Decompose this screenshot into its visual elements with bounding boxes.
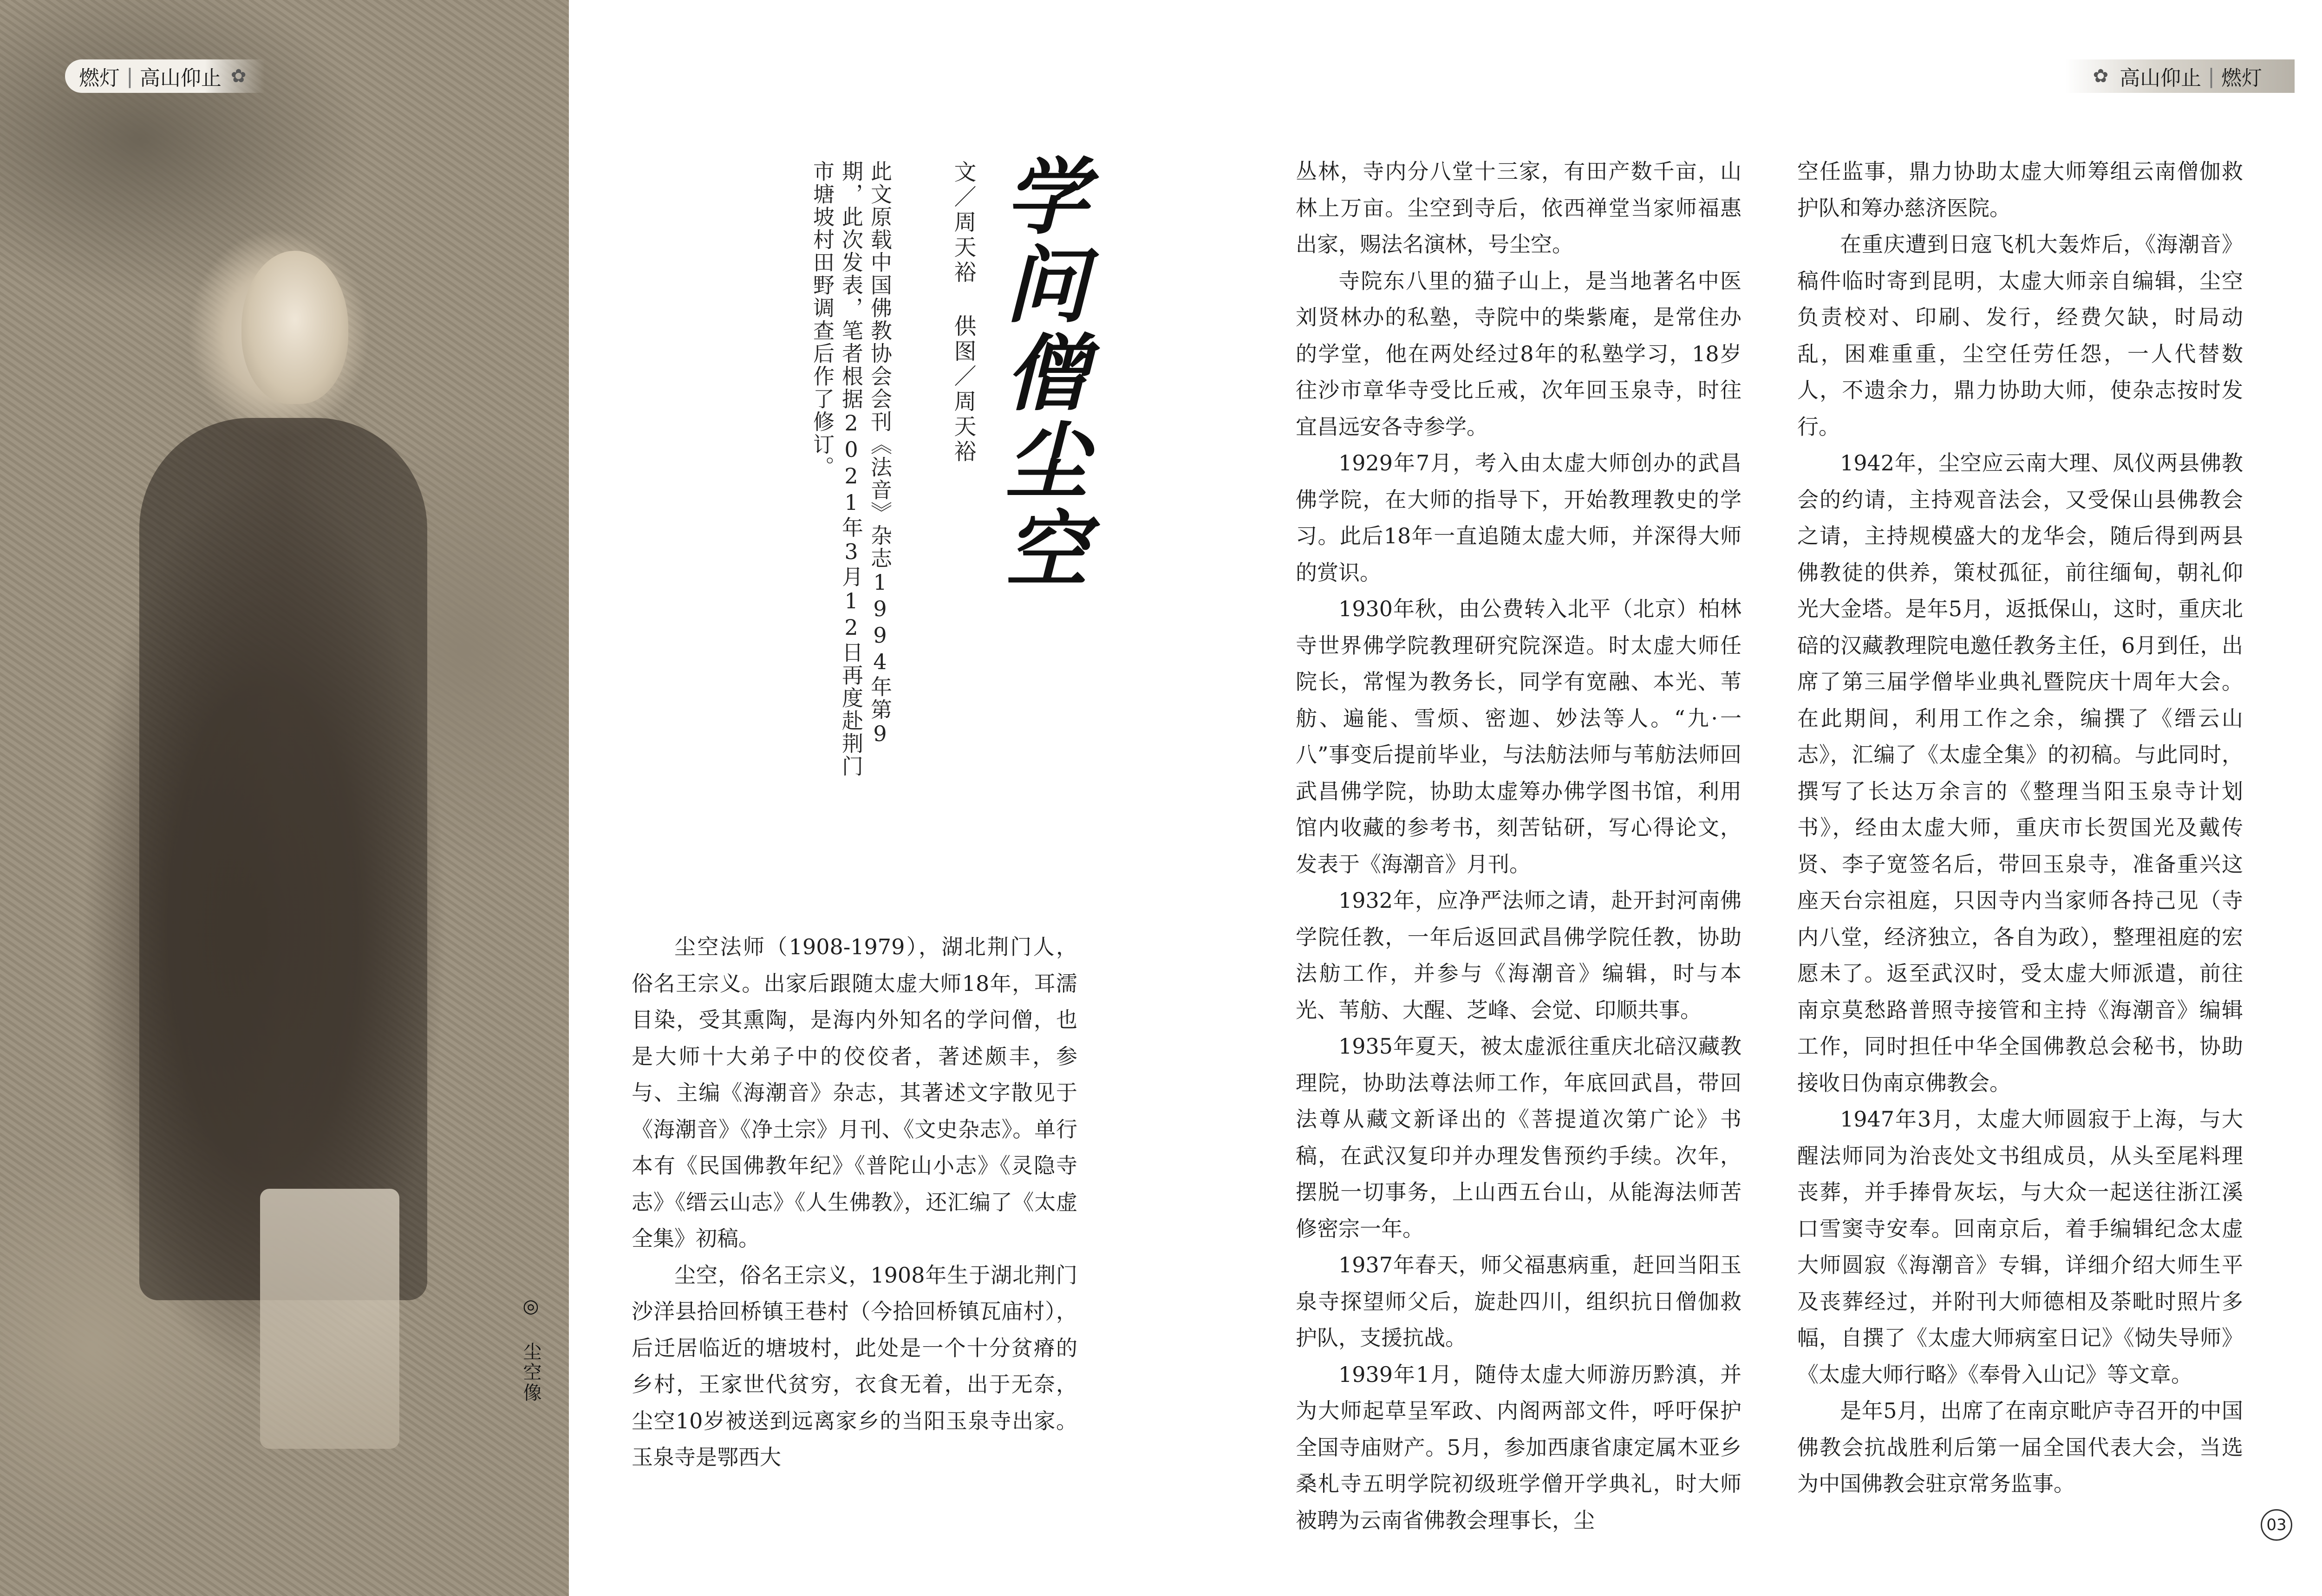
paragraph: 1935年夏天，被太虚派往重庆北碚汉藏教理院，协助法尊法师工作，年底回武昌，带回法尊从藏文新译出的《菩提道次第广论》书稿，在武汉复印并办理发售预约手续。次年，摆脱一切事务，上山西五台山，从能海法师苦修密宗一年。	[1296, 1034, 1742, 1241]
section-tag-left	[65, 59, 265, 93]
tag-left-part2: 高山仰止	[139, 66, 222, 90]
tag-separator: |	[2208, 64, 2215, 88]
paragraph: 丛林，寺内分八堂十三家，有田产数千亩，山林上万亩。尘空到寺后，依西禅堂当家师福惠出家，赐法名演林，号尘空。	[1296, 159, 1742, 257]
bird-ornament-icon: ✿	[2093, 65, 2109, 87]
paragraph: 寺院东八里的猫子山上，是当地著名中医刘贤林办的私塾，寺院中的柴紫庵，是常住办的学堂，他在两处经过8年的私塾学习，18岁往沙市章华寺受比丘戒，次年回玉泉寺，时往宜昌远安各寺参学。	[1296, 268, 1742, 439]
paragraph: 1930年秋，由公费转入北平（北京）柏林寺世界佛学院教理研究院深造。时太虚大师任院长，常惺为教务长，同学有宽融、本光、苇舫、遍能、雪烦、密迦、妙法等人。“九·一八”事变后提前毕业，与法舫法师与苇舫法师回武昌佛学院，协助太虚筹办佛学图书馆，利用馆内收藏的参考书，刻苦钻研，写心得论文，发表于《海潮音》月刊。	[1296, 596, 1742, 877]
paragraph: 1939年1月，随侍太虚大师游历黔滇，并为大师起草呈军政、内阁两部文件，呼吁保护全国寺庙财产。5月，参加西康省康定属木亚乡桑札寺五明学院初级班学僧开学典礼，时大师被聘为云南省佛教会理事长，尘	[1296, 1361, 1742, 1533]
body-column-2	[1296, 153, 1742, 1538]
portrait-photo	[0, 0, 569, 1596]
body-column-3	[1797, 153, 2243, 1502]
paragraph: 1947年3月，太虚大师圆寂于上海，与大醒法师同为治丧处文书组成员，从头至尾料理丧葬，并手捧骨灰坛，与大众一起送往浙江溪口雪窦寺安奉。回南京后，着手编辑纪念太虚大师圆寂《海潮音》专辑，详细介绍大师生平及丧葬经过，并附刊大师德相及荼毗时照片多幅，自撰了《太虚大师病室日记》《恸失导师》《太虚大师行略》《奉骨入山记》等文章。	[1797, 1107, 2243, 1387]
photo-figure-robe	[139, 418, 427, 1300]
paragraph: 在重庆遭到日寇飞机大轰炸后，《海潮音》稿件临时寄到昆明，太虚大师亲自编辑，尘空负责校对、印刷、发行，经费欠缺，时局动乱，困难重重，尘空任劳任怨，一人代替数人，不遗余力，鼎力协助大师，使杂志按时发行。	[1797, 232, 2243, 439]
paragraph: 空任监事，鼎力协助太虚大师筹组云南僧伽救护队和筹办慈济医院。	[1797, 159, 2243, 221]
section-tag-right	[2065, 59, 2295, 93]
paragraph: 1942年，尘空应云南大理、凤仪两县佛教会的约请，主持观音法会，又受保山县佛教会之请，主持规模盛大的龙华会，随后得到两县佛教徒的供养，策杖孤征，前往缅甸，朝礼仰光大金塔。是年5月，返抵保山，这时，重庆北碚的汉藏教理院电邀任教务主任，6月到任，出席了第三届学僧毕业典礼暨院庆十周年大会。在此期间，利用工作之余，编撰了《缙云山志》，汇编了《太虚全集》的初稿。与此同时，撰写了长达万余言的《整理当阳玉泉寺计划书》，经由太虚大师，重庆市长贺国光及戴传贤、李子宽签名后，带回玉泉寺，准备重兴这座天台宗祖庭，只因寺内当家师各持己见（寺内八堂，经济独立，各自为政），整理祖庭的宏愿未了。返至武汉时，受太虚大师派遣，前往南京莫愁路普照寺接管和主持《海潮音》编辑工作，同时担任中华全国佛教总会秘书，协助接收日伪南京佛教会。	[1797, 450, 2243, 1095]
tag-separator: |	[126, 64, 133, 88]
tag-right-part2: 燃灯	[2221, 66, 2262, 90]
paragraph: 1929年7月，考入由太虚大师创办的武昌佛学院，在大师的指导下，开始教理教史的学习。此后18年一直追随太虚大师，并深得大师的赏识。	[1296, 450, 1742, 585]
photo-figure-head	[241, 251, 348, 404]
article-byline: 文／周天裕 供图／周天裕	[950, 160, 976, 465]
paragraph: 1937年春天，师父福惠病重，赶回当阳玉泉寺探望师父后，旋赴四川，组织抗日僧伽救护队，支援抗战。	[1296, 1252, 1742, 1350]
bird-ornament-icon: ✿	[230, 65, 247, 87]
article-title: 学问僧尘空	[991, 153, 1089, 594]
article-note: 此文原载中国佛教协会会刊《法音》杂志1994年第9期，此次发表，笔者根据2021年3月12日再度赴荆门市塘坡村田野调查后作了修订。	[810, 160, 893, 778]
paragraph: 尘空，俗名王宗义，1908年生于湖北荆门沙洋县拾回桥镇王巷村（今拾回桥镇瓦庙村），后迁居临近的塘坡村，此处是一个十分贫瘠的乡村，王家世代贫穷，衣食无着，出于无奈，尘空10岁被送到远离家乡的当阳玉泉寺出家。玉泉寺是鄂西大	[632, 1262, 1077, 1470]
paragraph: 1932年，应净严法师之请，赴开封河南佛学院任教，一年后返回武昌佛学院任教，协助法舫工作，并参与《海潮音》编辑，时与本光、苇舫、大醒、芝峰、会觉、印顺共事。	[1296, 888, 1742, 1023]
tag-right-part1: 高山仰止	[2120, 66, 2202, 90]
tag-left-part1: 燃灯	[79, 66, 120, 90]
body-column-1	[632, 929, 1077, 1476]
photo-caption: ◎ 尘空像	[520, 1296, 541, 1403]
page-number: 03	[2261, 1509, 2292, 1541]
paragraph: 是年5月，出席了在南京毗庐寺召开的中国佛教会抗战胜利后第一届全国代表大会，当选为中国佛教会驻京常务监事。	[1797, 1398, 2243, 1496]
photo-figure-legs	[260, 1189, 399, 1449]
paragraph: 尘空法师（1908-1979），湖北荆门人，俗名王宗义。出家后跟随太虚大师18年，耳濡目染，受其熏陶，是海内外知名的学问僧，也是大师十大弟子中的佼佼者，著述颇丰，参与、主编《海潮音》杂志，其著述文字散见于《海潮音》《净土宗》月刊、《文史杂志》。单行本有《民国佛教年纪》《普陀山小志》《灵隐寺志》《缙云山志》《人生佛教》，还汇编了《太虚全集》初稿。	[632, 934, 1077, 1251]
